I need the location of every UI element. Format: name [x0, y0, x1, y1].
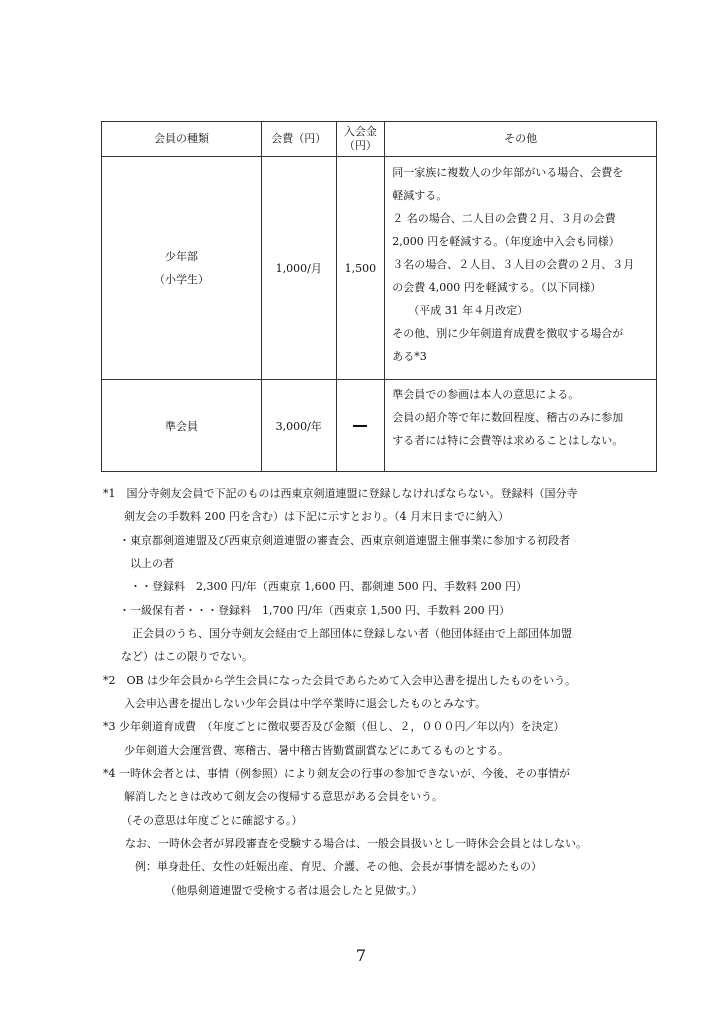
header-member-type: 会員の種類: [102, 122, 262, 157]
cell-other-junior: [385, 157, 657, 380]
other-line: する者には特に会費等は求めることはしない。: [392, 434, 624, 447]
other-line: ２ 名の場合、二人目の会費２月、３月の会費: [392, 212, 616, 225]
other-line: 会員の紹介等で年に数回程度、稽古のみに参加: [392, 411, 624, 424]
other-line: 同一家族に複数人の少年部がいる場合、会費を: [392, 166, 624, 179]
header-entry-fee: [336, 122, 385, 157]
other-line: その他、別に少年剣道育成費を徴収する場合が: [392, 327, 624, 340]
note-line: 正会員のうち、国分寺剣友会経由で上部団体に登録しない者（他団体経由で上部団体加盟: [121, 627, 572, 640]
note-line: （その意思は年度ごとに確認する。）: [121, 814, 303, 827]
header-other: その他: [385, 122, 657, 157]
table-row: [102, 380, 657, 472]
note-line: ・一級保有者・・・登録料 1,700 円/年（西東京 1,500 円、手数料 200 円）: [119, 604, 511, 617]
note-line: *3 少年剣道育成費 （年度ごとに徴収要否及び金額（但し、２，０００円／年以内）を決定）: [103, 720, 565, 733]
other-line: 2,000 円を軽減する。（年度途中入会も同様）: [392, 235, 620, 248]
note-line: *4 一時休会者とは、事情（例参照）により剣友会の行事の参加できないが、今後、その事情が: [103, 767, 570, 780]
note-line: なお、一時休会者が昇段審査を受験する場合は、一般会員扱いとし一時休会会員とはしない。: [125, 837, 587, 850]
note-line: （他県剣道連盟で受検する者は退会したと見做す。）: [165, 884, 423, 897]
page-number: 7: [355, 946, 367, 965]
cell-fee-junior: 1,000/月: [262, 157, 336, 380]
other-line: （平成 31 年４月改定）: [408, 304, 529, 317]
header-fee: 会費（円）: [262, 122, 336, 157]
note-line: など）はこの限りでない。: [121, 650, 253, 663]
cell-member-type-associate: 準会員: [102, 380, 262, 472]
header-entry-fee-line2: （円）: [343, 139, 377, 152]
note-line: 解消したときは改めて剣友会の復帰する意思がある会員をいう。: [113, 790, 443, 803]
note-line: ・・登録料 2,300 円/年（西東京 1,600 円、都剣連 500 円、手数料 200 円）: [119, 580, 528, 593]
membership-fee-table: [101, 121, 657, 472]
note-line: 以上の者: [119, 557, 174, 570]
table-header-row: [102, 122, 657, 157]
note-line: 入会申込書を提出しない少年会員は中学卒業時に退会したものとみなす。: [113, 697, 487, 710]
cell-entry-fee-junior: 1,500: [336, 157, 385, 380]
member-type-line2: （小学生）: [154, 273, 210, 286]
member-type-line1: 少年部: [165, 250, 199, 263]
dash-mark: [353, 425, 367, 427]
cell-fee-associate: 3,000/年: [262, 380, 336, 472]
note-line: 例：単身赴任、女性の妊娠出産、育児、介護、その他、会長が事情を認めたもの）: [135, 860, 542, 873]
note-line: *1 国分寺剣友会員で下記のものは西東京剣道連盟に登録しなければならない。登録料（国分寺: [103, 487, 578, 500]
note-line: *2 OB は少年会員から学生会員になった会員であらためて入会申込書を提出したものをいう。: [103, 674, 577, 687]
note-line: ・東京都剣道連盟及び西東京剣道連盟の審査会、西東京剣道連盟主催事業に参加する初段者: [119, 534, 570, 547]
cell-entry-fee-associate: [336, 380, 385, 472]
other-line: 軽減する。: [392, 189, 448, 202]
other-line: ３名の場合、２人目、３人目の会費の２月、３月: [392, 258, 635, 271]
cell-member-type-junior: [102, 157, 262, 380]
other-line: ある*3: [392, 350, 427, 363]
other-line: 準会員での参画は本人の意思による。: [392, 388, 580, 401]
cell-other-associate: [385, 380, 657, 472]
table-row: [102, 157, 657, 380]
other-line: の会費 4,000 円を軽減する。（以下同様）: [392, 281, 602, 294]
note-line: 少年剣道大会運営費、寒稽古、暑中稽古皆勤賞副賞などにあてるものとする。: [113, 744, 509, 757]
note-line: 剣友会の手数料 200 円を含む）は下記に示すとおり。（4 月末日までに納入）: [113, 510, 509, 523]
header-entry-fee-line1: 入会金: [343, 125, 377, 138]
